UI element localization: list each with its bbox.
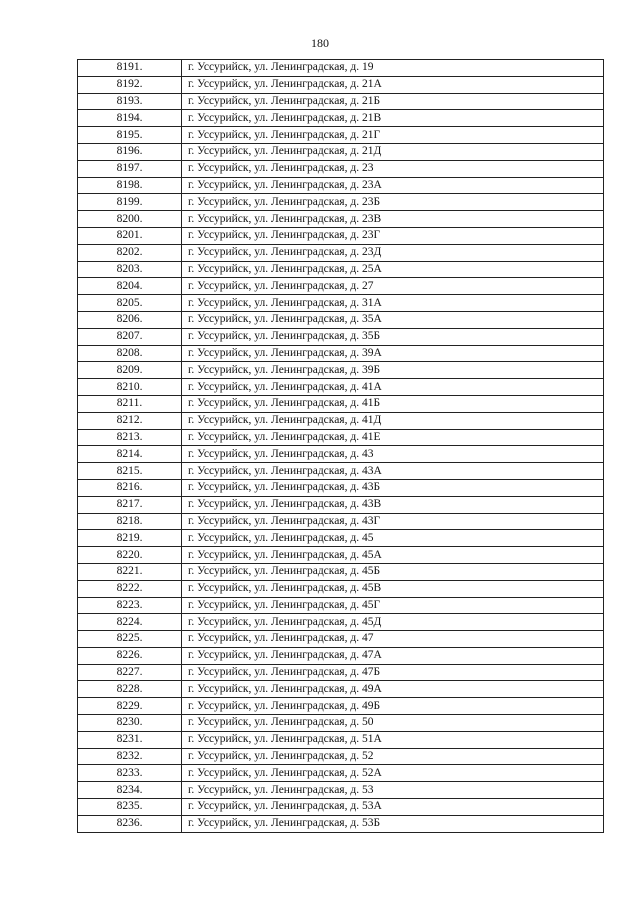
table-row <box>78 765 604 782</box>
row-address: г. Уссурийск, ул. Ленинградская, д. 52А <box>182 765 604 782</box>
row-number: 8211. <box>78 395 182 412</box>
table-row <box>78 530 604 547</box>
row-address: г. Уссурийск, ул. Ленинградская, д. 39Б <box>182 362 604 379</box>
row-number: 8217. <box>78 496 182 513</box>
row-address: г. Уссурийск, ул. Ленинградская, д. 35Б <box>182 328 604 345</box>
row-number: 8236. <box>78 815 182 832</box>
row-address: г. Уссурийск, ул. Ленинградская, д. 23Б <box>182 194 604 211</box>
table-row <box>78 580 604 597</box>
table-row <box>78 799 604 816</box>
row-number: 8216. <box>78 479 182 496</box>
row-address: г. Уссурийск, ул. Ленинградская, д. 41Д <box>182 412 604 429</box>
row-address: г. Уссурийск, ул. Ленинградская, д. 23В <box>182 211 604 228</box>
row-number: 8204. <box>78 278 182 295</box>
table-row <box>78 60 604 77</box>
row-number: 8233. <box>78 765 182 782</box>
address-table-body <box>78 60 604 833</box>
table-row <box>78 647 604 664</box>
row-address: г. Уссурийск, ул. Ленинградская, д. 49А <box>182 681 604 698</box>
row-address: г. Уссурийск, ул. Ленинградская, д. 41А <box>182 379 604 396</box>
table-row <box>78 328 604 345</box>
row-number: 8210. <box>78 379 182 396</box>
row-address: г. Уссурийск, ул. Ленинградская, д. 23А <box>182 177 604 194</box>
row-number: 8228. <box>78 681 182 698</box>
table-row <box>78 76 604 93</box>
row-number: 8223. <box>78 597 182 614</box>
row-number: 8213. <box>78 429 182 446</box>
row-address: г. Уссурийск, ул. Ленинградская, д. 41Е <box>182 429 604 446</box>
table-row <box>78 227 604 244</box>
table-row <box>78 815 604 832</box>
row-address: г. Уссурийск, ул. Ленинградская, д. 31А <box>182 295 604 312</box>
row-address: г. Уссурийск, ул. Ленинградская, д. 27 <box>182 278 604 295</box>
table-row <box>78 496 604 513</box>
row-number: 8194. <box>78 110 182 127</box>
table-row <box>78 261 604 278</box>
table-row <box>78 563 604 580</box>
row-number: 8222. <box>78 580 182 597</box>
table-row <box>78 160 604 177</box>
row-address: г. Уссурийск, ул. Ленинградская, д. 45Б <box>182 563 604 580</box>
row-address: г. Уссурийск, ул. Ленинградская, д. 43Г <box>182 513 604 530</box>
row-number: 8202. <box>78 244 182 261</box>
table-row <box>78 177 604 194</box>
row-address: г. Уссурийск, ул. Ленинградская, д. 47Б <box>182 664 604 681</box>
row-number: 8208. <box>78 345 182 362</box>
row-number: 8207. <box>78 328 182 345</box>
row-number: 8225. <box>78 631 182 648</box>
row-number: 8235. <box>78 799 182 816</box>
table-row <box>78 664 604 681</box>
row-address: г. Уссурийск, ул. Ленинградская, д. 21В <box>182 110 604 127</box>
row-address: г. Уссурийск, ул. Ленинградская, д. 23Г <box>182 227 604 244</box>
table-row <box>78 362 604 379</box>
row-address: г. Уссурийск, ул. Ленинградская, д. 43 <box>182 446 604 463</box>
row-address: г. Уссурийск, ул. Ленинградская, д. 21Д <box>182 143 604 160</box>
page-number: 180 <box>311 36 329 50</box>
row-address: г. Уссурийск, ул. Ленинградская, д. 53А <box>182 799 604 816</box>
table-row <box>78 513 604 530</box>
table-row <box>78 614 604 631</box>
table-row <box>78 244 604 261</box>
row-number: 8205. <box>78 295 182 312</box>
table-row <box>78 631 604 648</box>
row-number: 8200. <box>78 211 182 228</box>
row-number: 8231. <box>78 731 182 748</box>
row-number: 8191. <box>78 60 182 77</box>
row-address: г. Уссурийск, ул. Ленинградская, д. 19 <box>182 60 604 77</box>
address-table <box>77 59 604 833</box>
table-row <box>78 211 604 228</box>
table-row <box>78 463 604 480</box>
table-row <box>78 345 604 362</box>
row-number: 8215. <box>78 463 182 480</box>
row-address: г. Уссурийск, ул. Ленинградская, д. 45В <box>182 580 604 597</box>
row-address: г. Уссурийск, ул. Ленинградская, д. 21Г <box>182 127 604 144</box>
row-address: г. Уссурийск, ул. Ленинградская, д. 43В <box>182 496 604 513</box>
row-address: г. Уссурийск, ул. Ленинградская, д. 21А <box>182 76 604 93</box>
table-row <box>78 748 604 765</box>
row-address: г. Уссурийск, ул. Ленинградская, д. 43А <box>182 463 604 480</box>
table-row <box>78 93 604 110</box>
row-number: 8192. <box>78 76 182 93</box>
row-number: 8219. <box>78 530 182 547</box>
row-address: г. Уссурийск, ул. Ленинградская, д. 23Д <box>182 244 604 261</box>
row-number: 8199. <box>78 194 182 211</box>
row-number: 8195. <box>78 127 182 144</box>
row-number: 8196. <box>78 143 182 160</box>
row-number: 8232. <box>78 748 182 765</box>
table-row <box>78 681 604 698</box>
row-address: г. Уссурийск, ул. Ленинградская, д. 41Б <box>182 395 604 412</box>
table-row <box>78 194 604 211</box>
row-number: 8201. <box>78 227 182 244</box>
row-number: 8227. <box>78 664 182 681</box>
row-address: г. Уссурийск, ул. Ленинградская, д. 52 <box>182 748 604 765</box>
table-row <box>78 379 604 396</box>
table-row <box>78 731 604 748</box>
table-row <box>78 311 604 328</box>
row-number: 8221. <box>78 563 182 580</box>
row-address: г. Уссурийск, ул. Ленинградская, д. 51А <box>182 731 604 748</box>
row-address: г. Уссурийск, ул. Ленинградская, д. 47А <box>182 647 604 664</box>
table-row <box>78 110 604 127</box>
row-address: г. Уссурийск, ул. Ленинградская, д. 49Б <box>182 698 604 715</box>
row-number: 8226. <box>78 647 182 664</box>
table-row <box>78 479 604 496</box>
row-number: 8220. <box>78 547 182 564</box>
table-row <box>78 698 604 715</box>
row-number: 8234. <box>78 782 182 799</box>
row-number: 8209. <box>78 362 182 379</box>
row-address: г. Уссурийск, ул. Ленинградская, д. 39А <box>182 345 604 362</box>
table-row <box>78 127 604 144</box>
row-address: г. Уссурийск, ул. Ленинградская, д. 25А <box>182 261 604 278</box>
row-number: 8229. <box>78 698 182 715</box>
row-number: 8214. <box>78 446 182 463</box>
table-row <box>78 446 604 463</box>
row-number: 8198. <box>78 177 182 194</box>
row-address: г. Уссурийск, ул. Ленинградская, д. 43Б <box>182 479 604 496</box>
table-row <box>78 143 604 160</box>
table-row <box>78 715 604 732</box>
table-row <box>78 395 604 412</box>
row-address: г. Уссурийск, ул. Ленинградская, д. 45А <box>182 547 604 564</box>
row-address: г. Уссурийск, ул. Ленинградская, д. 21Б <box>182 93 604 110</box>
row-number: 8218. <box>78 513 182 530</box>
table-row <box>78 597 604 614</box>
row-number: 8197. <box>78 160 182 177</box>
table-row <box>78 782 604 799</box>
row-address: г. Уссурийск, ул. Ленинградская, д. 50 <box>182 715 604 732</box>
row-number: 8206. <box>78 311 182 328</box>
row-address: г. Уссурийск, ул. Ленинградская, д. 53 <box>182 782 604 799</box>
table-row <box>78 295 604 312</box>
row-number: 8203. <box>78 261 182 278</box>
row-number: 8230. <box>78 715 182 732</box>
row-address: г. Уссурийск, ул. Ленинградская, д. 35А <box>182 311 604 328</box>
table-row <box>78 429 604 446</box>
row-address: г. Уссурийск, ул. Ленинградская, д. 53Б <box>182 815 604 832</box>
table-row <box>78 278 604 295</box>
row-address: г. Уссурийск, ул. Ленинградская, д. 47 <box>182 631 604 648</box>
row-address: г. Уссурийск, ул. Ленинградская, д. 23 <box>182 160 604 177</box>
row-number: 8224. <box>78 614 182 631</box>
table-row <box>78 412 604 429</box>
table-row <box>78 547 604 564</box>
row-address: г. Уссурийск, ул. Ленинградская, д. 45 <box>182 530 604 547</box>
row-number: 8212. <box>78 412 182 429</box>
row-address: г. Уссурийск, ул. Ленинградская, д. 45Г <box>182 597 604 614</box>
row-address: г. Уссурийск, ул. Ленинградская, д. 45Д <box>182 614 604 631</box>
row-number: 8193. <box>78 93 182 110</box>
